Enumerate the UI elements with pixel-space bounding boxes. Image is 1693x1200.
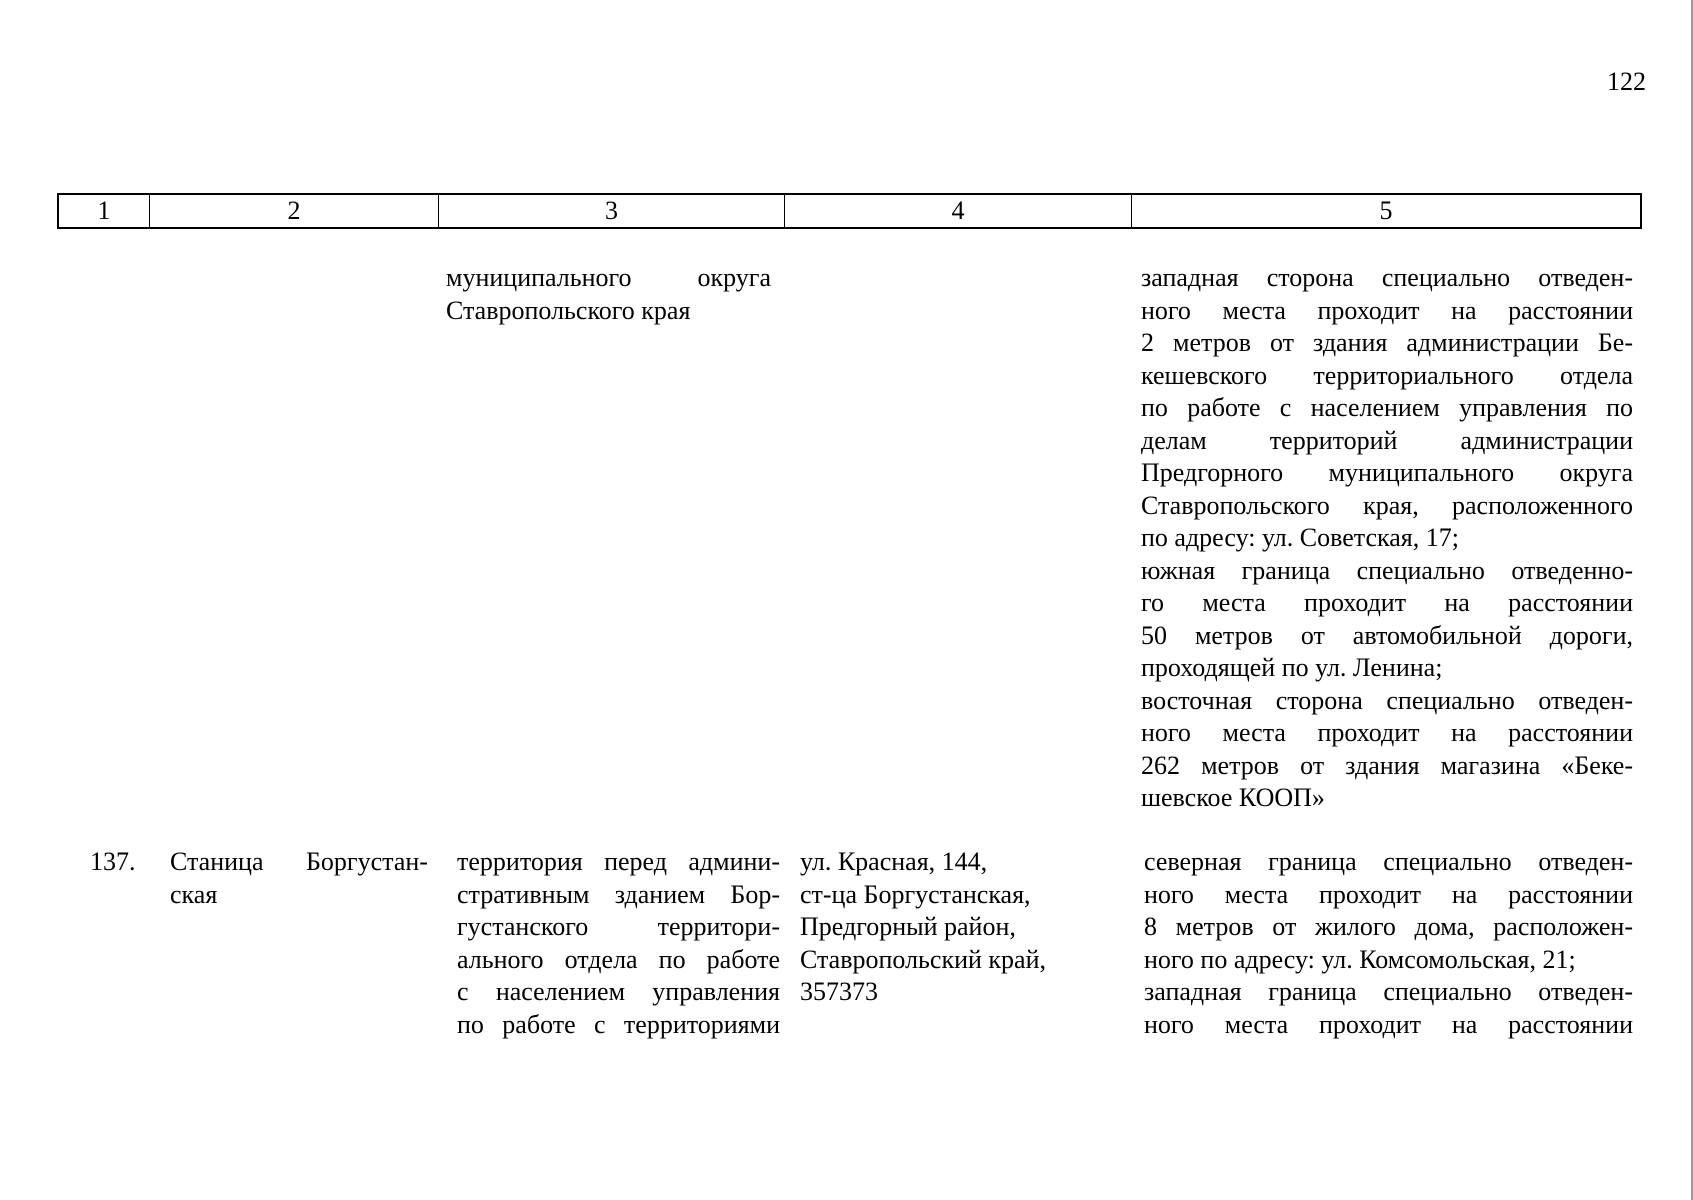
text-line: ального отдела по работе xyxy=(457,944,780,974)
text-line: ного места проходит на расстоянии xyxy=(1141,718,1633,747)
text-line: кешевского территориального отдела xyxy=(1141,360,1633,390)
row-137-address xyxy=(800,846,1090,1009)
text-line: 357373 xyxy=(800,977,878,1006)
text-line: Предгорный район, xyxy=(800,912,1016,941)
page-number: 122 xyxy=(1607,67,1646,96)
text-line: территория перед админи- xyxy=(457,847,780,876)
text-line: по работе с территориями xyxy=(457,1009,780,1039)
text-line: 2 метров от здания администрации Бе- xyxy=(1141,328,1633,357)
text-line: западная граница специально отведен- xyxy=(1144,977,1633,1006)
text-line: ного места проходит на расстоянии xyxy=(1144,1009,1633,1039)
text-line: западная сторона специально отведен- xyxy=(1141,263,1633,292)
column-header-4: 4 xyxy=(785,195,1132,227)
text-line: с населением управления xyxy=(457,977,780,1006)
text-line: Ставропольского края, расположенного xyxy=(1141,490,1633,520)
text-line: восточная сторона специально отведен- xyxy=(1141,685,1633,715)
text-line: 262 метров от здания магазина «Беке- xyxy=(1141,750,1633,780)
column-header-5: 5 xyxy=(1379,195,1393,225)
column-header-table xyxy=(57,193,1642,229)
text-line: ст-ца Боргустанская, xyxy=(800,879,1031,909)
text-line: го места проходит на расстоянии xyxy=(1141,588,1633,617)
text-line: южная граница специально отведенно- xyxy=(1141,555,1633,585)
column-header-2: 2 xyxy=(150,195,439,227)
settlement-name: Боргустан- xyxy=(306,847,428,876)
text-line: ного места проходит на расстоянии xyxy=(1144,879,1633,909)
settlement-name: Станица xyxy=(170,847,264,876)
column-header-3: 3 xyxy=(439,195,785,227)
column-header-1: 1 xyxy=(59,195,150,227)
text-line: стративным зданием Бор- xyxy=(457,879,780,909)
settlement-name: ская xyxy=(170,880,218,909)
text-line: Ставропольский край, xyxy=(800,944,1046,974)
row-137-col5 xyxy=(1144,846,1633,1041)
continuation-col3 xyxy=(446,262,771,327)
row-number: 137. xyxy=(90,847,136,876)
text-line: по работе с населением управления по xyxy=(1141,393,1633,422)
text-line: 8 метров от жилого дома, расположен- xyxy=(1144,912,1633,941)
text-line: 50 метров от автомобильной дороги, xyxy=(1141,620,1633,650)
text-line: ного по адресу: ул. Комсомольская, 21; xyxy=(1144,944,1576,974)
text-line: северная граница специально отведен- xyxy=(1144,847,1633,876)
text-line: муниципального округа xyxy=(446,263,771,292)
text-line: шевское КООП» xyxy=(1141,783,1325,812)
text-line: ного места проходит на расстоянии xyxy=(1141,295,1633,325)
text-line: проходящей по ул. Ленина; xyxy=(1141,653,1443,682)
text-line: густанского территори- xyxy=(457,912,780,941)
text-line: Предгорного муниципального округа xyxy=(1141,458,1633,487)
continuation-col5 xyxy=(1141,262,1633,815)
text-line: по адресу: ул. Советская, 17; xyxy=(1141,523,1459,552)
row-137-col3 xyxy=(457,846,780,1041)
text-line: делам территорий администрации xyxy=(1141,425,1633,455)
text-line: ул. Красная, 144, xyxy=(800,847,988,876)
text-line: Ставропольского края xyxy=(446,295,691,325)
